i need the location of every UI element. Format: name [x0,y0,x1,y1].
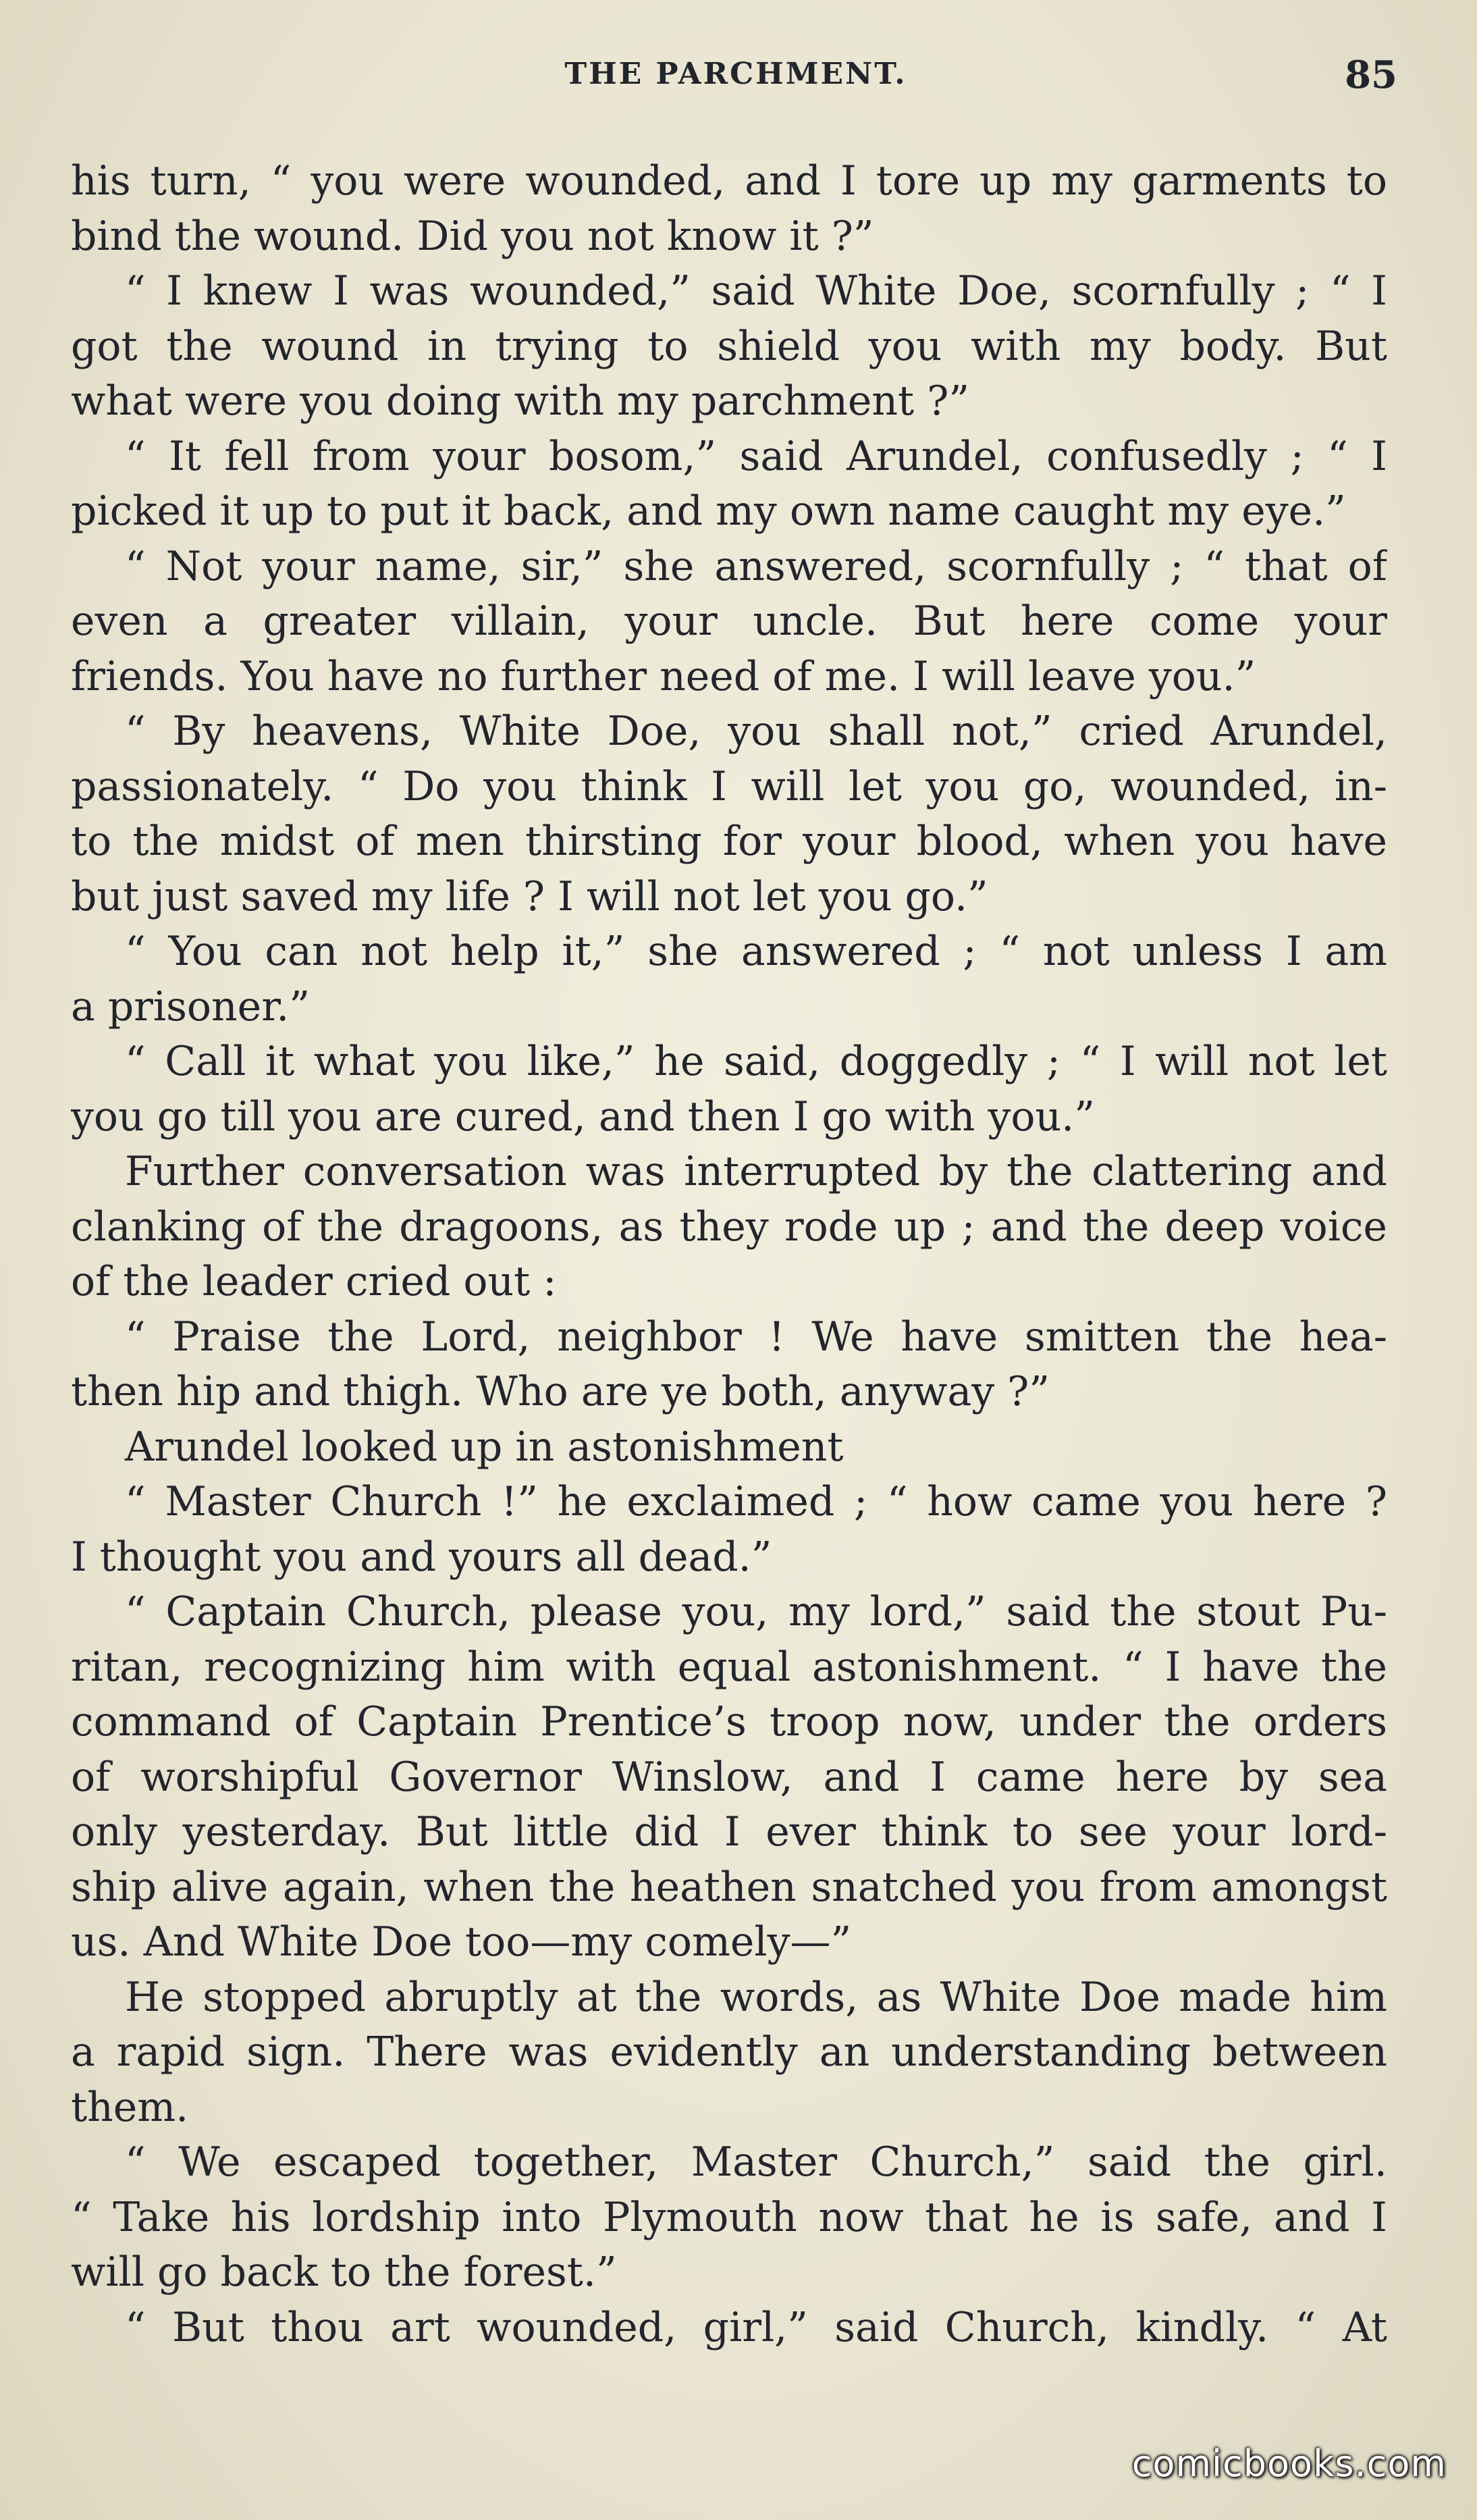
text-line: “ Captain Church, please you, my lord,” said the stout Pu- [125,1588,1387,1635]
text-line: “ Praise the Lord, neighbor ! We have smitten the hea- [125,1313,1387,1361]
text-line: He stopped abruptly at the words, as White Doe made him [125,1973,1387,2021]
text-line: even a greater villain, your uncle. But here come your [71,598,1387,645]
text-line: “ Master Church !” he exclaimed ; “ how came you here ? [125,1478,1387,1525]
body-text [71,154,1387,2355]
watermark: comicbooks.com [1131,2442,1447,2485]
text-line: but just saved my life ? I will not let you go.” [71,872,988,920]
text-line: “ It fell from your bosom,” said Arundel, confusedly ; “ I [125,432,1387,480]
text-line: his turn, “ you were wounded, and I tore up my garments to [71,157,1387,205]
page-header [74,53,1397,111]
text-line: a rapid sign. There was evidently an understanding between [71,2028,1387,2076]
text-line: “ You can not help it,” she answered ; “ not unless I am [125,928,1387,975]
page-number: 85 [1345,53,1397,97]
text-line: ship alive again, when the heathen snatched you from amongst [71,1863,1387,1911]
text-line: then hip and thigh. Who are ye both, anyway ?” [71,1368,1050,1415]
text-line: Further conversation was interrupted by the clattering and [125,1148,1387,1195]
text-line: a prisoner.” [71,982,311,1030]
running-head: THE PARCHMENT. [564,57,907,91]
text-line: “ Not your name, sir,” she answered, scornfully ; “ that of [125,542,1387,590]
text-line: to the midst of men thirsting for your blood, when you have [71,818,1387,865]
text-line: them. [71,2083,189,2131]
text-line: of the leader cried out : [71,1258,557,1305]
text-line: passionately. “ Do you think I will let you go, wounded, in- [71,762,1387,810]
text-line: of worshipful Governor Winslow, and I came here by sea [71,1753,1387,1801]
text-line: “ I knew I was wounded,” said White Doe, scornfully ; “ I [125,267,1387,315]
text-line: bind the wound. Did you not know it ?” [71,212,874,260]
text-line: you go till you are cured, and then I go with you.” [71,1093,1095,1140]
text-line: clanking of the dragoons, as they rode up ; and the deep voice [71,1203,1387,1251]
text-line: “ Take his lordship into Plymouth now that he is safe, and I [71,2193,1387,2241]
text-line: command of Captain Prentice’s troop now, under the orders [71,1698,1387,1745]
text-line: will go back to the forest.” [71,2249,617,2296]
text-line: “ Call it what you like,” he said, doggedly ; “ I will not let [125,1038,1387,1085]
text-line: what were you doing with my parchment ?” [71,377,970,425]
text-line: us. And White Doe too—my comely—” [71,1918,852,1966]
text-line: friends. You have no further need of me. I will leave you.” [71,652,1256,700]
text-line: “ But thou art wounded, girl,” said Church, kindly. “ At [125,2303,1387,2351]
text-line: “ By heavens, White Doe, you shall not,” cried Arundel, [125,708,1387,755]
text-line: I thought you and yours all dead.” [71,1533,772,1581]
text-line: “ We escaped together, Master Church,” said the girl. [125,2138,1387,2186]
text-line: Arundel looked up in astonishment [125,1423,844,1471]
text-line: got the wound in trying to shield you with my body. But [71,322,1387,370]
text-line: picked it up to put it back, and my own name caught my eye.” [71,488,1346,535]
text-line: ritan, recognizing him with equal astonishment. “ I have the [71,1643,1387,1691]
text-line: only yesterday. But little did I ever think to see your lord- [71,1808,1387,1856]
